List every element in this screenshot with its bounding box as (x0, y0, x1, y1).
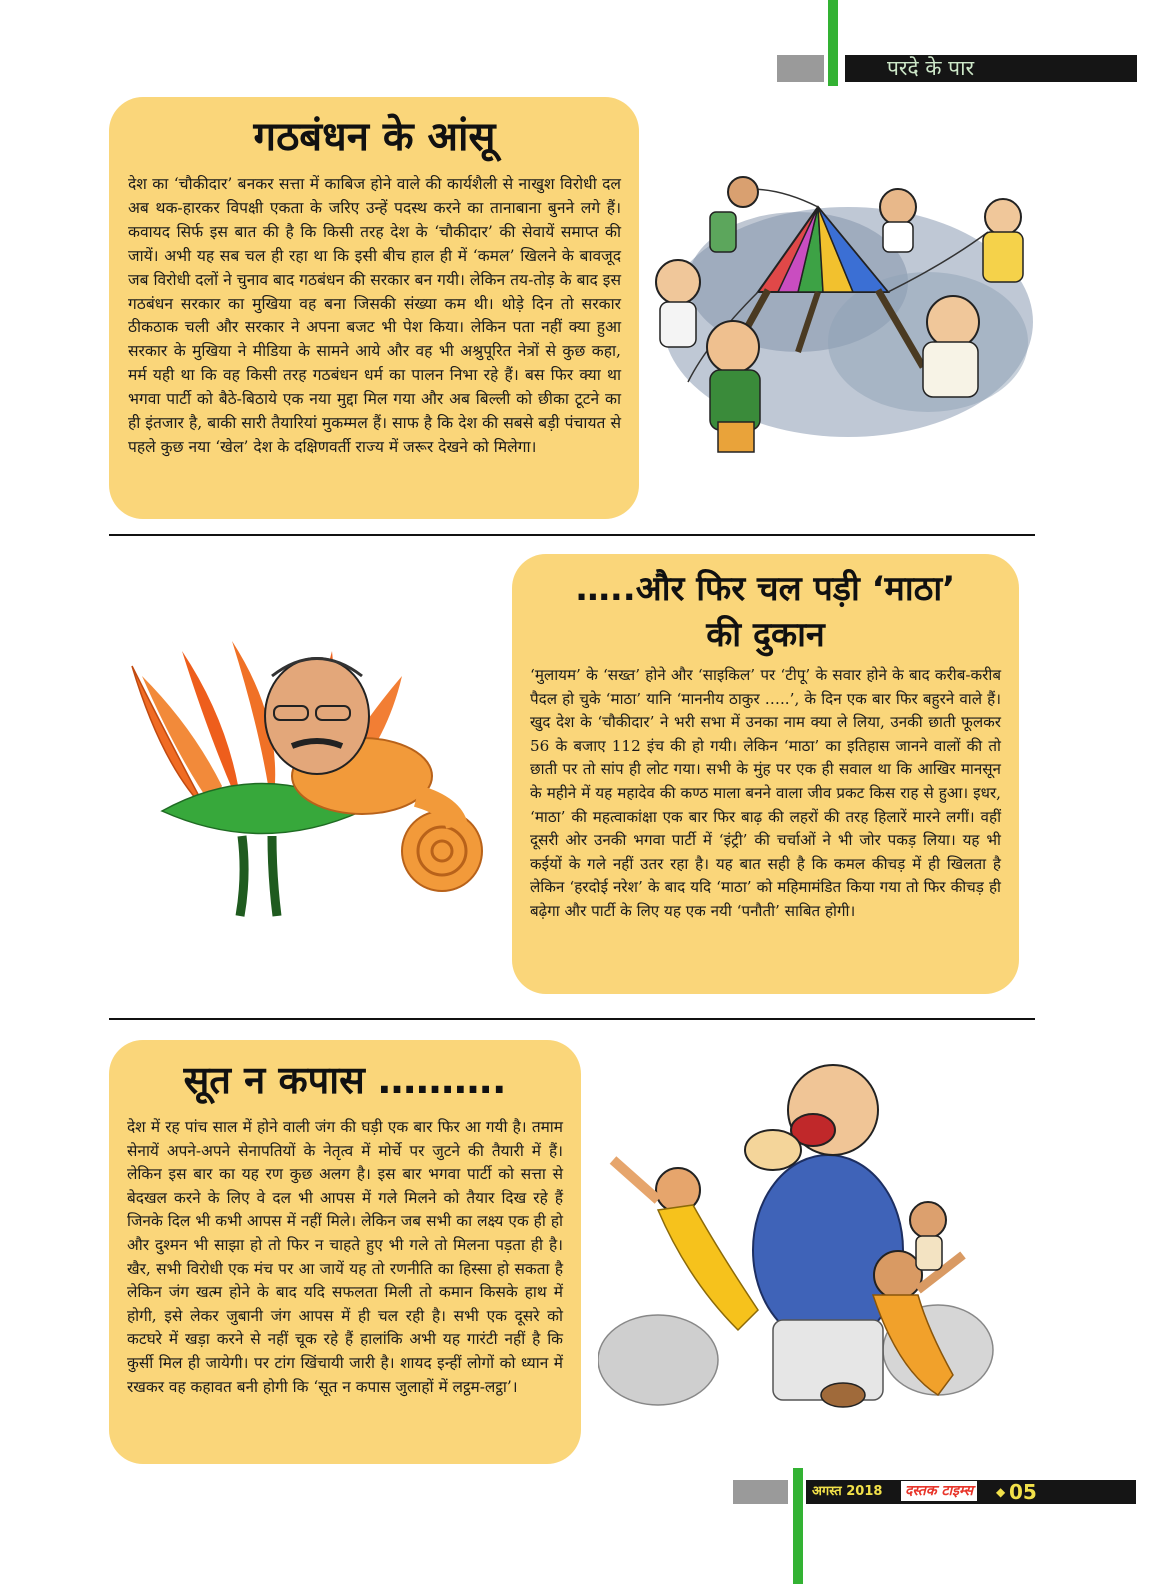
section-label: परदे के पार (887, 56, 975, 80)
divider-2 (109, 1018, 1035, 1020)
article-2-panel (512, 554, 1019, 994)
divider-1 (109, 534, 1035, 536)
article-3-body: देश में रह पांच साल में होने वाली जंग की घड़ी एक बार फिर आ गयी है। तमाम सेनायें अपने-अपने सेनापतियों के नेतृत्व में मोर्चे पर जुटने की तैयारी में हैं। लेकिन इस बार का यह रण कुछ अलग है। इस बार भगवा पार्टी को सत्ता से बेदखल करने के लिए वे दल भी आपस में गले मिलने को तैयार दिख रहे हैं जिनके दिल भी कभी आपस में नहीं मिले। लेकिन जब सभी का लक्ष्य एक ही हो और दुश्मन भी साझा हो तो फिर न चाहते हुए भी गले तो मिलना पड़ता ही है। खैर, सभी विरोधी एक मंच पर आ जायें यह तो रणनीति का हिस्सा हो सकता है लेकिन जंग खत्म होने के बाद यदि सफलता मिली तो कमान किसके हाथ में होगी, इसे लेकर जुबानी जंग आपस में ही चल रही है। सभी एक दूसरे को कटघरे में खड़ा करने से नहीं चूक रहे हैं हालांकि अभी यह गारंटी नहीं है कि कुर्सी मिल ही जायेगी। पर टांग खिंचायी जारी है। शायद इन्हीं लोगों को ध्यान में रखकर वह कहावत बनी होगी कि ‘सूत न कपास जुलाहों में लट्ठम-लट्ठा’। (127, 1118, 563, 1396)
eating-cartoon (598, 1050, 998, 1420)
kite-cartoon (648, 172, 1043, 472)
diamond-separator-icon: ◆ (996, 1485, 1006, 1499)
footer-gray-block (733, 1480, 788, 1504)
article-2-title-line1: …..और फिर चल पड़ी ‘माठा’ (575, 569, 956, 609)
article-3-title: सूत न कपास ………. (183, 1058, 507, 1102)
header-section-bar (845, 55, 1137, 82)
article-1-body: देश का ‘चौकीदार’ बनकर सत्ता में काबिज होने वाले की कार्यशैली से नाखुश विरोधी दल अब थक-हारकर विपक्षी एकता के जरिए उन्हें पदस्थ करने का तानाबाना बुनने लगे हैं। कवायद सिर्फ इस बात की है कि किसी तरह देश के ‘चौकीदार’ की सेवायें समाप्त की जायें। अभी यह सब चल ही रहा था कि इसी बीच हाल ही में ‘कमल’ खिलने के बावजूद जब विरोधी दलों ने चुनाव बाद गठबंधन की सरकार बन गयी। लेकिन तय-तोड़ के बाद इस गठबंधन सरकार का मुखिया वह बना जिसकी संख्या कम थी। थोड़े दिन तो सरकार ठीकठाक चली और सरकार ने अपना बजट भी पेश किया। लेकिन पता नहीं क्या हुआ सरकार के मुखिया ने मीडिया के सामने आये और वह भी अश्रुपूरित नेत्रों से कुछ कहा, मर्म यही था कि वह किसी तरह गठबंधन धर्म का पालन निभा रहे हैं। बस फिर क्या था भगवा पार्टी को बैठे-बिठाये एक नया मुद्दा मिल गया और अब बिल्ली को छीका टूटने का ही इंतजार है, बाकी सारी तैयारियां मुकम्मल हैं। साफ है कि देश की सबसे बड़ी पंचायत से पहले कुछ नया ‘खेल’ देश के दक्षिणवर्ती राज्य में जरूर देखने को मिलेगा। (128, 175, 621, 456)
article-1-title: गठबंधन के आंसू (253, 114, 496, 160)
footer-green-stripe (793, 1468, 803, 1584)
issue-date: अगस्त 2018 (812, 1484, 883, 1499)
header-gray-block (777, 55, 824, 82)
article-3-panel (109, 1040, 581, 1464)
header-green-stripe (828, 0, 838, 86)
footer-bar (806, 1480, 1136, 1504)
lotus-chameleon-cartoon (112, 636, 497, 921)
article-2-title-line2: की दुकान (706, 615, 825, 655)
article-2-body: ‘मुलायम’ के ‘सख्त’ होने और ‘साइकिल’ पर ‘टीपू’ के सवार होने के बाद करीब-करीब पैदल हो चुके ‘माठा’ यानि ‘माननीय ठाकुर …..’, के दिन एक बार फिर बहुरने वाले हैं। खुद देश के ‘चौकीदार’ ने भरी सभा में उनका नाम क्या ले लिया, उनकी छाती फूलकर 56 के बजाए 112 इंच की हो गयी। लेकिन ‘माठा’ का इतिहास जानने वालों की तो छाती पर तो सांप ही लोट गया। सभी के मुंह पर एक ही सवाल था कि आखिर मानसून के महीने में यह महादेव की कण्ठ माला बनने वाला जीव प्रकट किस राह से हुआ। इधर, ‘माठा’ की महत्वाकांक्षा एक बार फिर बाढ़ की लहरों की तरह हिलारें मारने लगीं। वहीं दूसरी ओर उनकी भगवा पार्टी में ‘इंट्री’ की चर्चाओं ने भी जोर पकड़ लिया। यह भी कईयों के गले नहीं उतर रहा है। यह बात सही है कि कमल कीचड़ में ही खिलता है लेकिन ‘हरदोई नरेश’ के बाद यदि ‘माठा’ को महिमामंडित किया गया तो फिर कीचड़ ही बढ़ेगा और पार्टी के लिए यह एक नयी ‘पनौती’ साबित होगी। (530, 666, 1001, 920)
masthead-logo: दस्तक टाइम्स (901, 1481, 977, 1501)
page-number: 05 (1009, 1480, 1037, 1504)
article-1-panel (109, 97, 639, 519)
